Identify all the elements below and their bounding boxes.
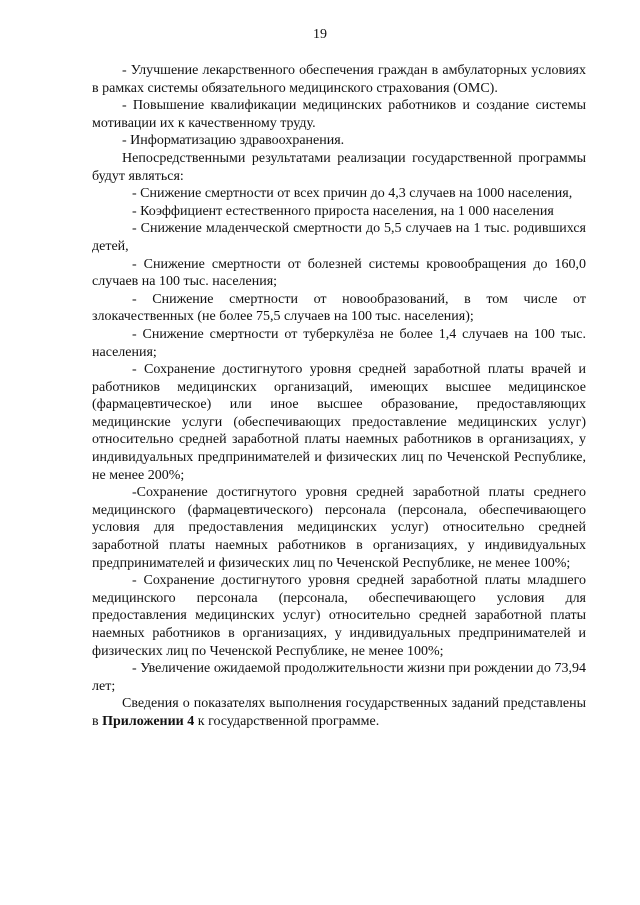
paragraph-junior-staff-salary: - Сохранение достигнутого уровня средней заработной платы младшего медицинского персонала (персонала, обеспечивающего условия для предоставления медицинских услуг) относительно средней заработной платы наемных работников в организациях, у индивидуальных предпринимателей и физических лиц по Чеченской Республике, не менее 100%; — [92, 573, 586, 659]
closing-text-before: Сведения о показателях выполнения государственных заданий представлены в — [92, 696, 586, 729]
paragraph-direct-results: Непосредственными результатами реализации государственной программы будут являться: — [92, 150, 586, 184]
paragraph-tuberculosis-mortality: - Снижение смертности от туберкулёза не более 1,4 случаев на 100 тыс. населения; — [92, 326, 586, 360]
paragraph-qualification: - Повышение квалификации медицинских работников и создание системы мотивации их к качественному труду. — [92, 98, 586, 131]
page-number: 19 — [313, 27, 327, 42]
paragraph-mortality-all-causes: - Снижение смертности от всех причин до 4,3 случаев на 1000 населения, — [132, 186, 573, 202]
paragraph-closing — [92, 695, 586, 730]
paragraph-nurses-salary: -Сохранение достигнутого уровня средней заработной платы среднего медицинского (фармацевтического) персонала (персонала, обеспечивающего условия для предоставления медицинских услуг) относительно средней заработной платы наемных работников в организациях, у индивидуальных предпринимателей и физических лиц по Чеченской Республике, не менее 100%; — [92, 485, 586, 571]
paragraph-neoplasm-mortality: - Снижение смертности от новообразований, в том числе от злокачественных (не более 75,5 случаев на 100 тыс. населения); — [92, 291, 586, 325]
paragraph-natural-growth: - Коэффициент естественного прироста населения, на 1 000 населения — [132, 203, 554, 219]
closing-text-after: к государственной программе. — [194, 713, 380, 729]
paragraph-life-expectancy: - Увеличение ожидаемой продолжительности жизни при рождении до 73,94 лет; — [92, 661, 586, 694]
paragraph-circulatory-mortality: - Снижение смертности от болезней системы кровообращения до 160,0 случаев на 100 тыс. населения; — [92, 256, 586, 290]
paragraph-doctors-salary: - Сохранение достигнутого уровня средней заработной платы врачей и работников медицинских организаций, имеющих высшее медицинское (фармацевтическое) или иное высшее образование, предоставляющих медицинские услуги (обеспечивающих предоставление медицинских услуг) относительно средней заработной платы наемных работников в организациях, у индивидуальных предпринимателей и физических лиц по Чеченской Республике, не менее 200%; — [92, 362, 586, 483]
paragraph-informatization: - Информатизацию здравоохранения. — [122, 133, 345, 149]
appendix-reference: Приложении 4 — [102, 713, 195, 729]
document-body — [92, 62, 586, 731]
paragraph-drug-supply: - Улучшение лекарственного обеспечения граждан в амбулаторных условиях в рамках системы обязательного медицинского страхования (ОМС). — [92, 63, 586, 96]
paragraph-infant-mortality: - Снижение младенческой смертности до 5,5 случаев на 1 тыс. родившихся детей, — [92, 221, 586, 254]
